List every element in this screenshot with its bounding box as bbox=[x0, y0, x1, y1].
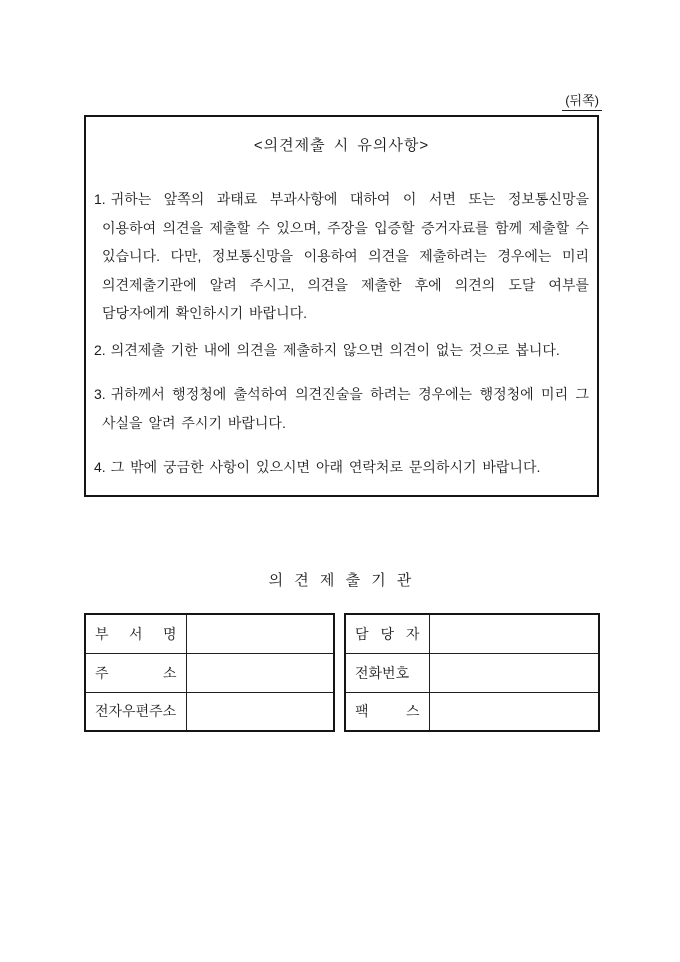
notice-item-3 bbox=[94, 380, 589, 437]
email-value bbox=[186, 692, 334, 731]
address-label: 주 소 bbox=[85, 653, 186, 692]
agency-section-title: 의 견 제 출 기 관 bbox=[268, 572, 413, 589]
table-row bbox=[345, 692, 599, 731]
agency-contact-tables bbox=[84, 613, 600, 732]
notice-title: <의견제출 시 유의사항> bbox=[253, 137, 430, 154]
notice-item-3-number: 3. bbox=[94, 386, 106, 402]
staff-label: 담 당 자 bbox=[345, 614, 429, 653]
notice-item-4 bbox=[94, 453, 589, 482]
department-name-value bbox=[186, 614, 334, 653]
table-row bbox=[85, 614, 334, 653]
email-label: 전자우편주소 bbox=[85, 692, 186, 731]
notice-item-3-text: 귀하께서 행정청에 출석하여 의견진술을 하려는 경우에는 행정청에 미리 그 사실을 알려 주시기 바랍니다. bbox=[102, 386, 589, 431]
phone-label: 전화번호 bbox=[345, 653, 429, 692]
department-name-label: 부 서 명 bbox=[85, 614, 186, 653]
notice-item-1-text: 귀하는 앞쪽의 과태료 부과사항에 대하여 이 서면 또는 정보통신망을 이용하여 의견을 제출할 수 있으며, 주장을 입증할 증거자료를 함께 제출할 수 있습니다. 다만, 정보통신망을 이용하여 의견을 제출하려는 경우에는 미리 의견제출기관에 알려 주시고, 의견을 제출한 후에 의견의 도달 여부를 담당자에게 확인하시기 바랍니다. bbox=[102, 191, 589, 321]
table-row bbox=[345, 614, 599, 653]
address-value bbox=[186, 653, 334, 692]
agency-table-left bbox=[84, 613, 335, 732]
table-row bbox=[345, 653, 599, 692]
fax-value bbox=[429, 692, 599, 731]
notice-box bbox=[84, 115, 599, 497]
phone-value bbox=[429, 653, 599, 692]
staff-value bbox=[429, 614, 599, 653]
agency-table-right bbox=[344, 613, 600, 732]
table-row bbox=[85, 653, 334, 692]
notice-item-2 bbox=[94, 336, 589, 365]
notice-item-1-number: 1. bbox=[94, 191, 106, 207]
back-side-label: (뒤쪽) bbox=[562, 92, 602, 111]
notice-item-1 bbox=[94, 185, 589, 328]
notice-item-2-number: 2. bbox=[94, 341, 106, 358]
notice-item-4-number: 4. bbox=[94, 459, 106, 475]
table-row bbox=[85, 692, 334, 731]
notice-item-4-text: 그 밖에 궁금한 사항이 있으시면 아래 연락처로 문의하시기 바랍니다. bbox=[110, 459, 541, 475]
notice-item-2-text: 의견제출 기한 내에 의견을 제출하지 않으면 의견이 없는 것으로 봅니다. bbox=[110, 341, 560, 358]
fax-label: 팩 스 bbox=[345, 692, 429, 731]
